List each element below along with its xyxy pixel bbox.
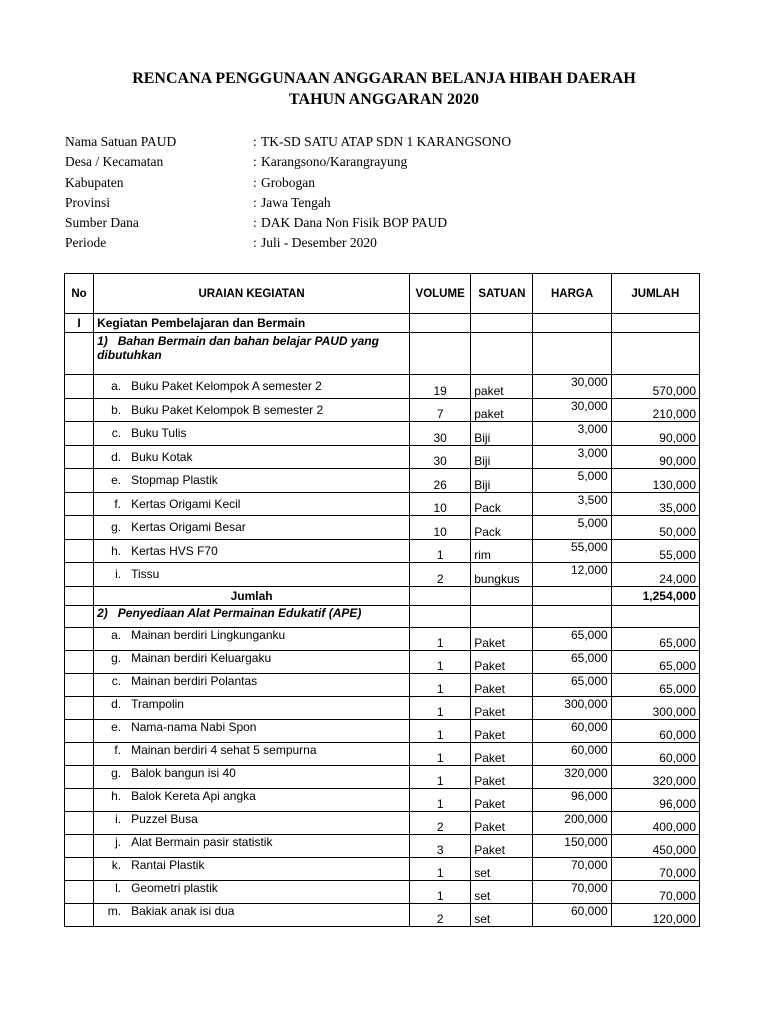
item-cell	[94, 469, 410, 493]
empty-cell	[471, 333, 533, 375]
empty-cell	[65, 375, 94, 399]
group-2-title: Penyediaan Alat Permainan Edukatif (APE)	[117, 605, 362, 620]
item-letter: e.	[111, 473, 122, 488]
empty-cell	[471, 314, 533, 333]
item-volume: 3	[410, 834, 471, 857]
item-harga: 150,000	[533, 834, 611, 857]
item-jumlah: 60,000	[611, 719, 699, 742]
item-harga: 96,000	[533, 788, 611, 811]
table-row	[65, 719, 700, 742]
empty-cell	[533, 586, 611, 605]
item-letter: j.	[115, 834, 122, 849]
header-jumlah: JUMLAH	[611, 274, 699, 314]
item-harga: 65,000	[533, 673, 611, 696]
empty-cell	[65, 880, 94, 903]
item-jumlah: 210,000	[611, 398, 699, 422]
item-jumlah: 450,000	[611, 834, 699, 857]
item-name: Buku Paket Kelompok A semester 2	[131, 379, 322, 394]
item-jumlah: 24,000	[611, 563, 699, 587]
item-satuan: Pack	[471, 492, 533, 516]
item-letter: c.	[111, 673, 122, 688]
item-volume: 2	[410, 563, 471, 587]
item-jumlah: 90,000	[611, 445, 699, 469]
item-satuan: set	[471, 857, 533, 880]
subtotal-value: 1,254,000	[611, 586, 699, 605]
item-cell	[94, 719, 410, 742]
item-letter: g.	[111, 650, 122, 665]
item-letter: i.	[115, 811, 122, 826]
document-title: RENCANA PENGGUNAAN ANGGARAN BELANJA HIBAH DAERAH	[132, 70, 636, 87]
item-cell	[94, 857, 410, 880]
item-jumlah: 96,000	[611, 788, 699, 811]
item-volume: 1	[410, 627, 471, 650]
table-row	[65, 650, 700, 673]
item-satuan: Paket	[471, 811, 533, 834]
item-volume: 1	[410, 650, 471, 673]
item-name: Trampolin	[131, 696, 184, 711]
item-cell	[94, 788, 410, 811]
item-letter: e.	[111, 719, 122, 734]
item-letter: b.	[111, 402, 122, 417]
item-jumlah: 60,000	[611, 742, 699, 765]
item-cell	[94, 445, 410, 469]
info-value: Jawa Tengah	[261, 194, 331, 210]
empty-cell	[65, 516, 94, 540]
table-row	[65, 857, 700, 880]
header-harga: HARGA	[533, 274, 611, 314]
item-harga: 65,000	[533, 627, 611, 650]
item-name: Geometri plastik	[131, 880, 218, 895]
table-row	[65, 375, 700, 399]
empty-cell	[65, 333, 94, 375]
empty-cell	[65, 719, 94, 742]
empty-cell	[65, 586, 94, 605]
item-name: Balok bangun isi 40	[131, 765, 236, 780]
item-jumlah: 70,000	[611, 880, 699, 903]
item-satuan: Paket	[471, 627, 533, 650]
empty-cell	[65, 469, 94, 493]
item-satuan: Paket	[471, 719, 533, 742]
item-name: Mainan berdiri Lingkunganku	[131, 627, 286, 642]
item-volume: 1	[410, 788, 471, 811]
item-volume: 1	[410, 857, 471, 880]
empty-cell	[65, 834, 94, 857]
item-cell	[94, 398, 410, 422]
table-row	[65, 811, 700, 834]
item-cell	[94, 627, 410, 650]
item-letter: a.	[111, 627, 122, 642]
item-satuan: Pack	[471, 516, 533, 540]
item-cell	[94, 903, 410, 926]
item-name: Mainan berdiri 4 sehat 5 sempurna	[131, 742, 317, 757]
table-row	[65, 492, 700, 516]
item-harga: 320,000	[533, 765, 611, 788]
item-jumlah: 90,000	[611, 422, 699, 446]
item-satuan: set	[471, 903, 533, 926]
item-volume: 1	[410, 696, 471, 719]
empty-cell	[410, 314, 471, 333]
info-value: Karangsono/Karangrayung	[261, 154, 408, 170]
item-letter: c.	[111, 426, 122, 441]
item-cell	[94, 673, 410, 696]
info-label: Desa / Kecamatan	[65, 154, 164, 170]
item-harga: 3,500	[533, 492, 611, 516]
table-row	[65, 398, 700, 422]
item-jumlah: 35,000	[611, 492, 699, 516]
item-harga: 30,000	[533, 375, 611, 399]
item-volume: 1	[410, 765, 471, 788]
item-name: Buku Kotak	[131, 449, 193, 464]
item-name: Alat Bermain pasir statistik	[131, 834, 273, 849]
table-row	[65, 563, 700, 587]
item-name: Mainan berdiri Polantas	[131, 673, 258, 688]
table-row	[65, 788, 700, 811]
header-uraian: URAIAN KEGIATAN	[94, 274, 410, 314]
empty-cell	[65, 696, 94, 719]
item-letter: k.	[111, 857, 122, 872]
info-colon: :	[253, 134, 257, 149]
item-jumlah: 65,000	[611, 650, 699, 673]
item-harga: 65,000	[533, 650, 611, 673]
item-jumlah: 320,000	[611, 765, 699, 788]
item-name: Kertas Origami Besar	[131, 520, 246, 535]
empty-cell	[65, 539, 94, 563]
table-row	[65, 673, 700, 696]
item-volume: 7	[410, 398, 471, 422]
item-cell	[94, 516, 410, 540]
item-satuan: Paket	[471, 742, 533, 765]
item-volume: 1	[410, 539, 471, 563]
empty-cell	[65, 811, 94, 834]
item-cell	[94, 765, 410, 788]
empty-cell	[471, 605, 533, 627]
item-cell	[94, 696, 410, 719]
item-letter: f.	[114, 742, 122, 757]
item-name: Nama-nama Nabi Spon	[131, 719, 257, 734]
empty-cell	[533, 314, 611, 333]
item-name: Mainan berdiri Keluargaku	[131, 650, 272, 665]
item-harga: 60,000	[533, 742, 611, 765]
item-harga: 300,000	[533, 696, 611, 719]
group-1-number: 1)	[97, 334, 108, 348]
item-satuan: Biji	[471, 445, 533, 469]
empty-cell	[611, 314, 699, 333]
item-cell	[94, 834, 410, 857]
section-row	[65, 314, 700, 333]
item-volume: 10	[410, 492, 471, 516]
item-name: Rantai Plastik	[131, 857, 205, 872]
empty-cell	[65, 398, 94, 422]
item-harga: 5,000	[533, 516, 611, 540]
empty-cell	[611, 333, 699, 375]
item-volume: 1	[410, 673, 471, 696]
empty-cell	[533, 605, 611, 627]
item-jumlah: 400,000	[611, 811, 699, 834]
item-name: Puzzel Busa	[131, 811, 198, 826]
group-2-number: 2)	[97, 605, 108, 620]
table-row	[65, 696, 700, 719]
info-colon: :	[253, 174, 257, 190]
item-cell	[94, 492, 410, 516]
item-letter: a.	[111, 379, 122, 394]
item-name: Balok Kereta Api angka	[131, 788, 256, 803]
item-satuan: paket	[471, 398, 533, 422]
item-cell	[94, 563, 410, 587]
item-volume: 26	[410, 469, 471, 493]
table-row	[65, 516, 700, 540]
info-label: Sumber Dana	[65, 215, 139, 231]
table-row	[65, 880, 700, 903]
item-volume: 2	[410, 903, 471, 926]
item-jumlah: 130,000	[611, 469, 699, 493]
table-row	[65, 742, 700, 765]
empty-cell	[410, 586, 471, 605]
item-volume: 30	[410, 422, 471, 446]
item-cell	[94, 375, 410, 399]
item-harga: 3,000	[533, 445, 611, 469]
info-label: Nama Satuan PAUD	[65, 134, 177, 149]
empty-cell	[65, 605, 94, 627]
subtotal-row	[65, 586, 700, 605]
info-colon: :	[253, 235, 257, 251]
info-colon: :	[253, 154, 257, 170]
empty-cell	[65, 422, 94, 446]
document-subtitle: TAHUN ANGGARAN 2020	[289, 91, 479, 108]
info-colon: :	[253, 194, 257, 210]
table-row	[65, 834, 700, 857]
item-satuan: set	[471, 880, 533, 903]
budget-table	[64, 273, 700, 927]
item-satuan: Paket	[471, 673, 533, 696]
item-name: Tissu	[131, 567, 160, 582]
item-jumlah: 300,000	[611, 696, 699, 719]
header-satuan: SATUAN	[471, 274, 533, 314]
item-cell	[94, 742, 410, 765]
item-letter: g.	[111, 765, 122, 780]
item-harga: 12,000	[533, 563, 611, 587]
group-1-label	[94, 333, 410, 375]
item-name: Buku Tulis	[131, 426, 187, 441]
item-volume: 1	[410, 880, 471, 903]
item-letter: d.	[111, 696, 122, 711]
item-harga: 70,000	[533, 880, 611, 903]
group-1-row	[65, 333, 700, 375]
item-cell	[94, 650, 410, 673]
empty-cell	[65, 742, 94, 765]
empty-cell	[65, 857, 94, 880]
item-cell	[94, 539, 410, 563]
item-cell	[94, 422, 410, 446]
item-harga: 55,000	[533, 539, 611, 563]
item-jumlah: 55,000	[611, 539, 699, 563]
item-name: Kertas Origami Kecil	[131, 496, 241, 511]
item-letter: d.	[111, 449, 122, 464]
item-volume: 19	[410, 375, 471, 399]
empty-cell	[533, 333, 611, 375]
table-row	[65, 903, 700, 926]
item-volume: 10	[410, 516, 471, 540]
item-satuan: Paket	[471, 834, 533, 857]
header-volume: VOLUME	[410, 274, 471, 314]
item-jumlah: 65,000	[611, 627, 699, 650]
item-cell	[94, 811, 410, 834]
item-letter: l.	[115, 880, 122, 895]
table-row	[65, 445, 700, 469]
info-label: Periode	[65, 235, 107, 251]
item-name: Kertas HVS F70	[131, 543, 218, 558]
empty-cell	[611, 605, 699, 627]
group-2-label	[94, 605, 410, 627]
info-label: Kabupaten	[65, 174, 124, 190]
info-colon: :	[253, 215, 257, 231]
group-1-title: Bahan Bermain dan bahan belajar PAUD yang dibutuhkan	[97, 334, 379, 362]
item-satuan: Paket	[471, 650, 533, 673]
item-letter: h.	[111, 543, 122, 558]
empty-cell	[65, 650, 94, 673]
item-harga: 5,000	[533, 469, 611, 493]
item-satuan: Paket	[471, 788, 533, 811]
table-header-row	[65, 274, 700, 314]
empty-cell	[65, 673, 94, 696]
item-letter: f.	[114, 496, 122, 511]
info-value: Juli - Desember 2020	[261, 235, 377, 251]
item-volume: 1	[410, 719, 471, 742]
group-2-row	[65, 605, 700, 627]
table-row	[65, 469, 700, 493]
empty-cell	[410, 605, 471, 627]
info-value: Grobogan	[261, 174, 315, 190]
item-volume: 30	[410, 445, 471, 469]
empty-cell	[65, 788, 94, 811]
empty-cell	[65, 765, 94, 788]
header-no: No	[65, 274, 94, 314]
info-value: TK-SD SATU ATAP SDN 1 KARANGSONO	[261, 134, 512, 149]
item-letter: g.	[111, 520, 122, 535]
subtotal-label: Jumlah	[94, 586, 410, 605]
item-jumlah: 570,000	[611, 375, 699, 399]
item-satuan: Biji	[471, 422, 533, 446]
section-number: I	[65, 314, 94, 333]
item-name: Bakiak anak isi dua	[131, 903, 235, 918]
empty-cell	[65, 627, 94, 650]
item-jumlah: 65,000	[611, 673, 699, 696]
item-harga: 60,000	[533, 903, 611, 926]
table-row	[65, 539, 700, 563]
item-jumlah: 50,000	[611, 516, 699, 540]
table-row	[65, 422, 700, 446]
info-value: DAK Dana Non Fisik BOP PAUD	[261, 215, 448, 231]
item-harga: 3,000	[533, 422, 611, 446]
empty-cell	[410, 333, 471, 375]
item-letter: h.	[111, 788, 122, 803]
info-label: Provinsi	[65, 194, 111, 210]
table-row	[65, 765, 700, 788]
item-satuan: Biji	[471, 469, 533, 493]
item-name: Buku Paket Kelompok B semester 2	[131, 402, 324, 417]
item-satuan: Paket	[471, 765, 533, 788]
item-volume: 2	[410, 811, 471, 834]
empty-cell	[65, 445, 94, 469]
empty-cell	[65, 563, 94, 587]
item-satuan: rim	[471, 539, 533, 563]
item-harga: 60,000	[533, 719, 611, 742]
empty-cell	[471, 586, 533, 605]
empty-cell	[65, 492, 94, 516]
item-satuan: paket	[471, 375, 533, 399]
item-harga: 200,000	[533, 811, 611, 834]
table-row	[65, 627, 700, 650]
item-jumlah: 120,000	[611, 903, 699, 926]
item-letter: m.	[107, 903, 122, 918]
item-harga: 70,000	[533, 857, 611, 880]
item-harga: 30,000	[533, 398, 611, 422]
section-label: Kegiatan Pembelajaran dan Bermain	[94, 314, 410, 333]
item-name: Stopmap Plastik	[131, 473, 218, 488]
item-letter: i.	[115, 567, 122, 582]
empty-cell	[65, 903, 94, 926]
item-jumlah: 70,000	[611, 857, 699, 880]
item-cell	[94, 880, 410, 903]
item-satuan: bungkus	[471, 563, 533, 587]
item-satuan: Paket	[471, 696, 533, 719]
item-volume: 1	[410, 742, 471, 765]
